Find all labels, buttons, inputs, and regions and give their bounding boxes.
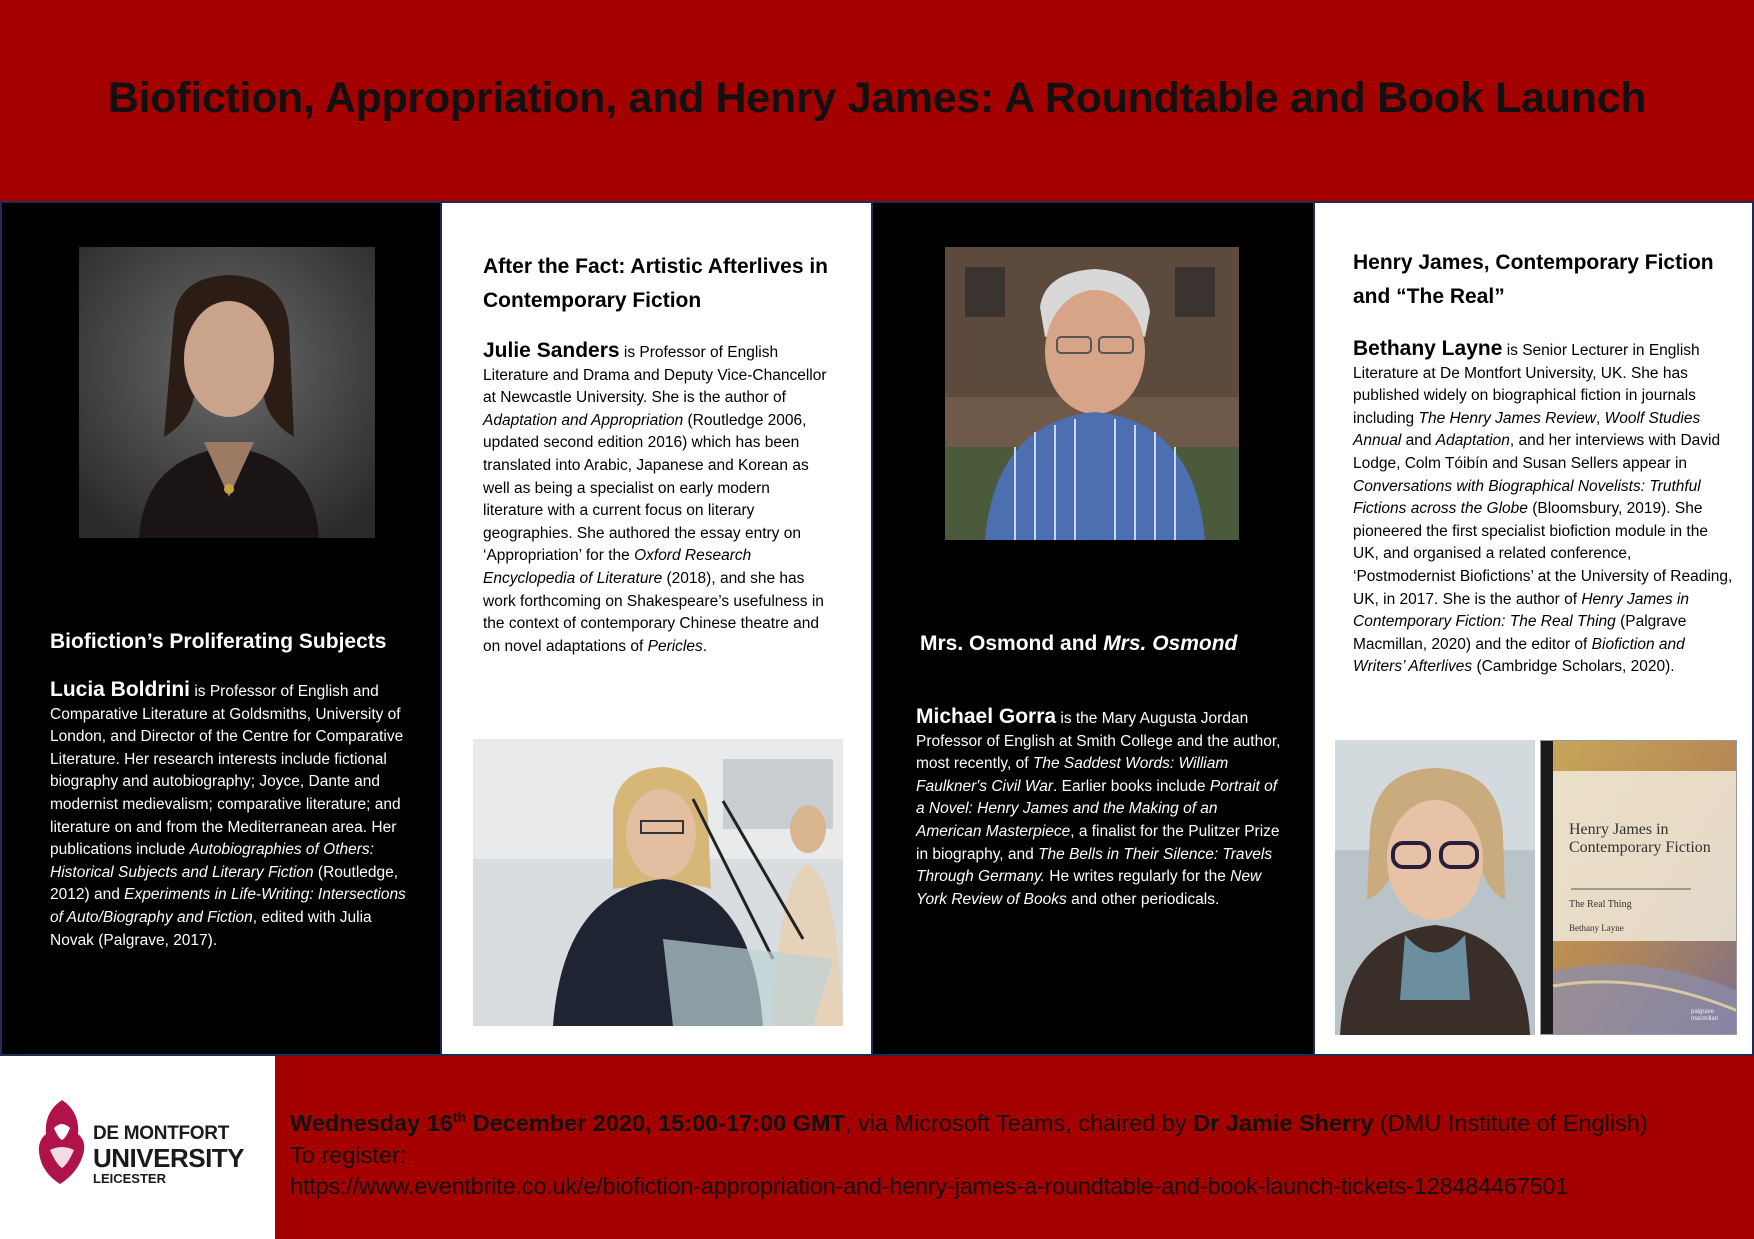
- book-cover: [1540, 740, 1737, 1035]
- speaker-photo-sanders: [473, 739, 843, 1026]
- talk-title-text: Mrs. Osmond and: [920, 632, 1104, 655]
- book-title: Woolf Studies Annual: [1353, 409, 1701, 450]
- bio-text: (Routledge, 2012) and: [50, 863, 399, 904]
- bio-text: (Cambridge Scholars, 2020).: [1472, 658, 1675, 676]
- bio-text: , edited with Julia Novak (Palgrave, 2017).: [50, 908, 372, 949]
- bio-text: He writes regularly for the: [1044, 868, 1231, 886]
- speaker-photo-boldrini: [79, 247, 375, 538]
- talk-title: After the Fact: Artistic Afterlives in Contemporary Fiction: [483, 255, 829, 312]
- book-title: Pericles: [647, 637, 703, 655]
- bio-text: ,: [1595, 409, 1605, 427]
- bio-text: and other periodicals.: [1066, 890, 1220, 908]
- bio-text: is Professor of English Literature and Drama and Deputy Vice-Chancellor at Newcastle University. She is the author of: [483, 344, 827, 407]
- speaker-panel-sanders: [440, 203, 873, 1054]
- book-title: The Bells in Their Silence: Travels Through Germany.: [916, 845, 1273, 886]
- bio-text: is the Mary Augusta Jordan Professor of English at Smith College and the author, most recently, of: [916, 710, 1281, 773]
- book-title: Experiments in Life-Writing: Intersections of Auto/Biography and Fiction: [50, 886, 406, 926]
- event-date-line: [290, 1108, 1740, 1140]
- register-link[interactable]: https://www.eventbrite.co.uk/e/biofiction-appropriation-and-henry-james-a-roundtable-and-book-launch-tickets-128484467501: [290, 1173, 1569, 1199]
- book-title: Adaptation and Appropriation: [483, 411, 684, 429]
- lion-crest-icon: [32, 1098, 92, 1188]
- bio-text: (2018), and she has work forthcoming on Shakespeare’s usefulness in the context of contemporary Chinese theatre and on novel adaptations of: [483, 569, 824, 655]
- book-title: Oxford Research Encyclopedia of Literature: [483, 547, 752, 587]
- bio-text: (Routledge 2006, updated second edition 2016) which has been translated into Arabic, Japanese and Korean as well as being a specialist on early modern literature with a current focus on literary geographies. She authored the essay entry on ‘Appropriation’ for the: [483, 411, 809, 565]
- talk-title: Henry James, Contemporary Fiction and “The Real”: [1353, 251, 1714, 308]
- speaker-panel-layne: [1313, 203, 1754, 1054]
- book-title: New York Review of Books: [916, 868, 1262, 908]
- book-title: Adaptation: [1435, 432, 1510, 450]
- speaker-panel-gorra: [873, 203, 1313, 1054]
- speaker-name: Julie Sanders: [483, 339, 620, 362]
- event-chair-affiliation: (DMU Institute of English): [1373, 1110, 1648, 1136]
- bio-text: , and her interviews with David Lodge, Colm Tóibín and Susan Sellers appear in: [1353, 432, 1721, 472]
- event-chair: Dr Jamie Sherry: [1193, 1110, 1374, 1136]
- event-platform: , via Microsoft Teams, chaired by: [844, 1110, 1194, 1136]
- book-title: Henry James in Contemporary Fiction: The Real Thing: [1353, 590, 1690, 631]
- event-time: December 2020, 15:00-17:00 GMT: [466, 1110, 845, 1136]
- event-date: Wednesday 16: [290, 1110, 453, 1136]
- bio-text: .: [702, 637, 708, 655]
- speaker-bio: [1353, 338, 1738, 679]
- speaker-name: Lucia Boldrini: [50, 678, 191, 701]
- page-title: Biofiction, Appropriation, and Henry James: A Roundtable and Book Launch: [107, 74, 1647, 122]
- logo-line-1: DE MONTFORT: [93, 1123, 230, 1144]
- bio-text: and: [1401, 432, 1436, 450]
- bio-text: . Earlier books include: [1053, 777, 1210, 795]
- logo-line-3: LEICESTER: [93, 1171, 166, 1186]
- bio-text: (Bloomsbury, 2019). She pioneered the first specialist biofiction module in the UK, and organised a related conference, ‘Postmodernist Biofictions’ at the University of Reading, UK, in 2017. She is the author of: [1353, 500, 1733, 608]
- speaker-name: Bethany Layne: [1353, 337, 1503, 360]
- bio-text: is Professor of English and Comparative Literature at Goldsmiths, University of London, and Director of the Centre for Comparative Literature. Her research interests include fictional biography and autobiography; Joyce, Dante and modernist medievalism; comparative literature; and literature on and from the Mediterranean area. Her publications include: [50, 683, 404, 859]
- book-title: The Henry James Review: [1418, 409, 1596, 427]
- event-footer: [0, 1054, 1754, 1239]
- book-cover-author: Bethany Layne: [1569, 923, 1624, 933]
- event-date-suffix: th: [452, 1109, 467, 1126]
- book-title: Autobiographies of Others: Historical Subjects and Literary Fiction: [50, 841, 374, 881]
- talk-title: [920, 627, 1300, 661]
- speaker-name: Michael Gorra: [916, 705, 1057, 728]
- speaker-bio: [483, 340, 833, 658]
- title-banner: [0, 0, 1754, 203]
- speaker-bio: [50, 679, 410, 952]
- speaker-bio: [916, 706, 1286, 911]
- bio-text: , a finalist for the Pulitzer Prize in biography, and: [916, 822, 1280, 863]
- event-details: [290, 1108, 1740, 1203]
- logo-line-2: UNIVERSITY: [93, 1143, 245, 1173]
- talk-title-italic: Mrs. Osmond: [1103, 632, 1238, 655]
- speaker-photo-layne: [1335, 740, 1535, 1035]
- university-logo: [0, 1056, 275, 1239]
- bio-text: (Palgrave Macmillan, 2020) and the editor of: [1353, 613, 1687, 653]
- book-title: Conversations with Biographical Novelists: Truthful Fictions across the Globe: [1353, 477, 1701, 518]
- book-title: Portrait of a Novel: Henry James and the Making of an American Masterpiece: [916, 777, 1278, 840]
- book-cover-title: Henry James in Contemporary Fiction: [1569, 821, 1711, 856]
- book-cover-publisher: palgrave macmillan: [1691, 1009, 1719, 1022]
- bio-text: is Senior Lecturer in English Literature at De Montfort University, UK. She has published widely on biographical fiction in journals including: [1353, 342, 1700, 427]
- book-title: The Saddest Words: William Faulkner's Civil War: [916, 755, 1229, 795]
- speaker-panel-boldrini: [0, 203, 440, 1054]
- book-cover-subtitle: The Real Thing: [1569, 899, 1632, 910]
- register-label: To register:: [290, 1141, 407, 1168]
- book-title: Biofiction and Writers’ Afterlives: [1353, 635, 1685, 676]
- speaker-photo-gorra: [945, 247, 1239, 540]
- talk-title: Biofiction’s Proliferating Subjects: [50, 630, 387, 653]
